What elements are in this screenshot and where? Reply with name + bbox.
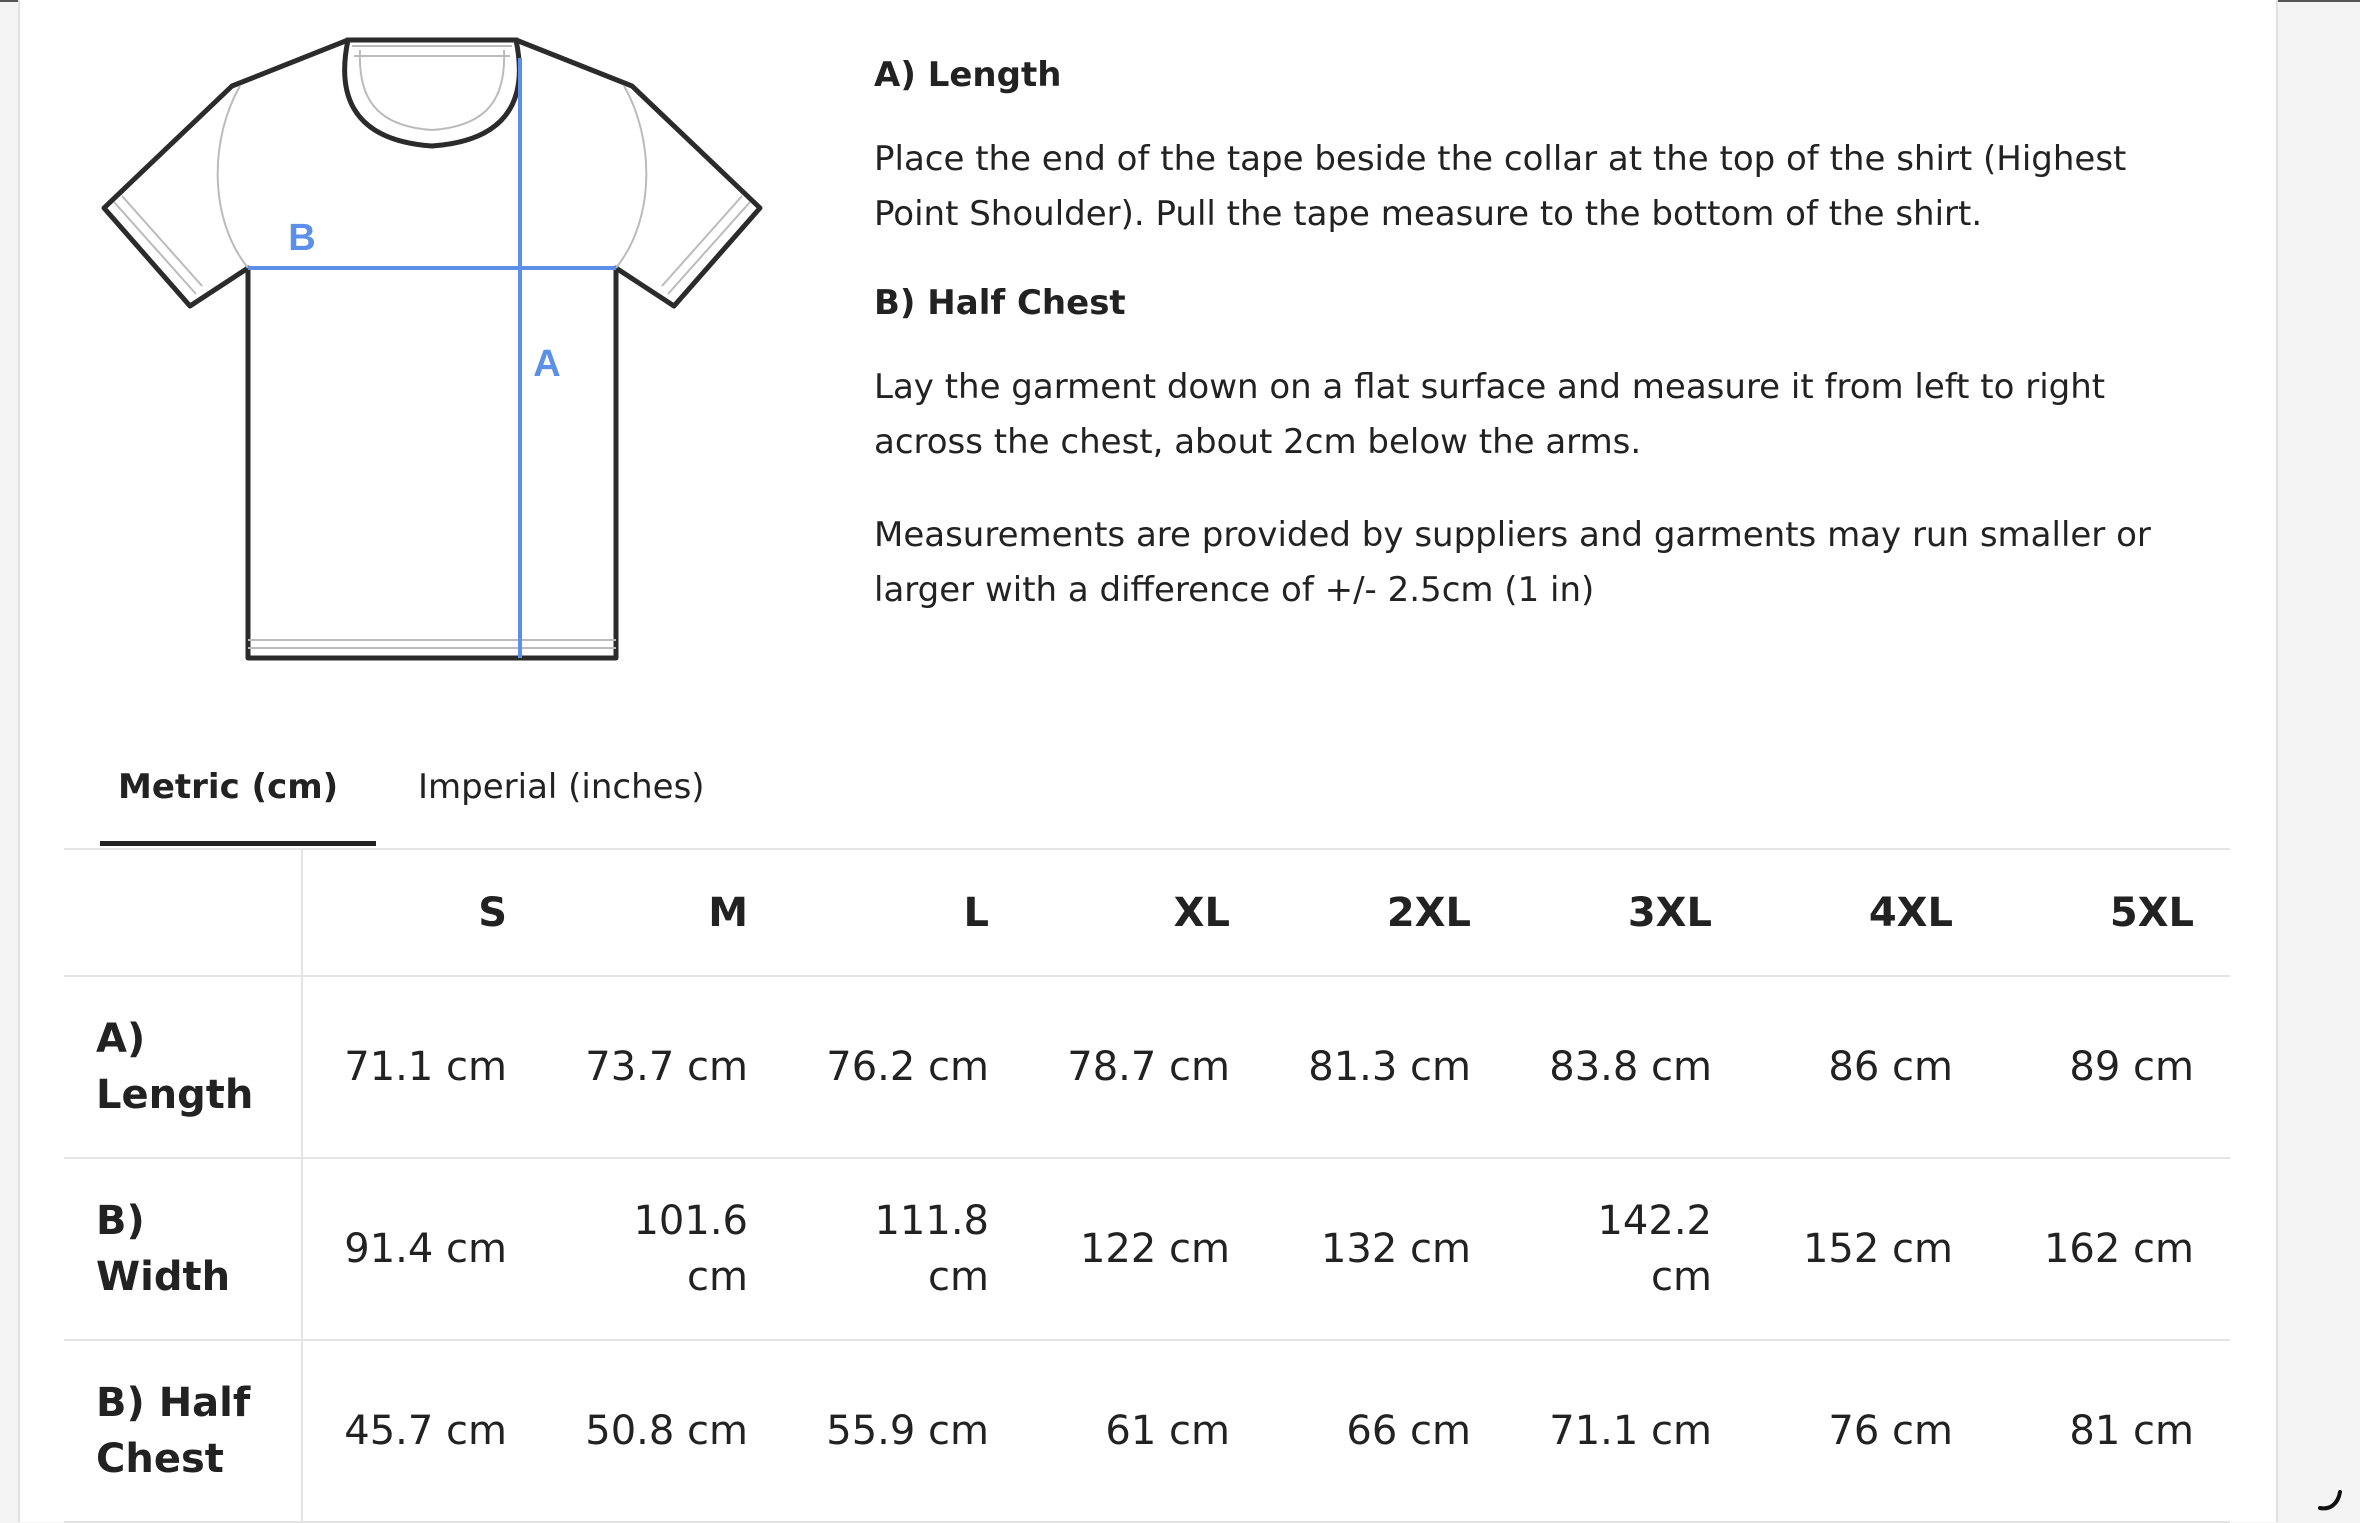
table-row bbox=[64, 1340, 2230, 1522]
table-row bbox=[64, 1158, 2230, 1340]
table-cell: 76 cm bbox=[1748, 1340, 1989, 1522]
label-b: B bbox=[288, 217, 316, 259]
size-header: 5XL bbox=[1989, 849, 2230, 976]
chest-heading: B) Half Chest bbox=[874, 283, 1126, 323]
table-cell: 61 cm bbox=[1025, 1340, 1266, 1522]
table-cell: 45.7 cm bbox=[302, 1340, 543, 1522]
table-cell bbox=[784, 1158, 1025, 1340]
table-cell: 50.8 cm bbox=[543, 1340, 784, 1522]
table-cell: 162 cm bbox=[1989, 1158, 2230, 1340]
table-cell bbox=[543, 1158, 784, 1340]
size-header: L bbox=[784, 849, 1025, 976]
table-corner-cell bbox=[64, 849, 302, 976]
table-cell bbox=[1507, 1158, 1748, 1340]
table-cell: 76.2 cm bbox=[784, 976, 1025, 1158]
resize-handle-icon[interactable] bbox=[2316, 1484, 2346, 1514]
active-tab-indicator bbox=[100, 841, 376, 846]
table-cell: 73.7 cm bbox=[543, 976, 784, 1158]
size-header: 2XL bbox=[1266, 849, 1507, 976]
row-label: B) Half Chest bbox=[64, 1340, 302, 1522]
size-header: 4XL bbox=[1748, 849, 1989, 976]
length-instructions: Place the end of the tape beside the collar at the top of the shirt (Highest Point Shoulder). Pull the tape measure to the bottom of the shirt. bbox=[874, 139, 2127, 234]
table-cell-value: 111.8 cm bbox=[874, 1198, 989, 1300]
table-cell: 83.8 cm bbox=[1507, 976, 1748, 1158]
label-a: A bbox=[533, 343, 561, 385]
size-header: M bbox=[543, 849, 784, 976]
table-cell: 66 cm bbox=[1266, 1340, 1507, 1522]
size-header: S bbox=[302, 849, 543, 976]
table-cell: 86 cm bbox=[1748, 976, 1989, 1158]
chest-instructions: Lay the garment down on a flat surface and measure it from left to right across the chest, about 2cm below the arms. bbox=[874, 367, 2106, 462]
tab-metric[interactable]: Metric (cm) bbox=[118, 767, 339, 807]
tab-imperial[interactable]: Imperial (inches) bbox=[418, 767, 705, 807]
table-row bbox=[64, 976, 2230, 1158]
tshirt-measurement-diagram bbox=[90, 28, 780, 678]
size-table bbox=[64, 848, 2230, 1523]
row-label: A) Length bbox=[64, 976, 302, 1158]
table-cell: 89 cm bbox=[1989, 976, 2230, 1158]
table-cell: 81.3 cm bbox=[1266, 976, 1507, 1158]
table-cell: 71.1 cm bbox=[1507, 1340, 1748, 1522]
table-cell: 55.9 cm bbox=[784, 1340, 1025, 1522]
table-cell: 78.7 cm bbox=[1025, 976, 1266, 1158]
table-cell: 81 cm bbox=[1989, 1340, 2230, 1522]
table-header-row bbox=[64, 849, 2230, 976]
table-cell-value: 101.6 cm bbox=[633, 1198, 748, 1300]
table-cell: 91.4 cm bbox=[302, 1158, 543, 1340]
length-heading: A) Length bbox=[874, 55, 1062, 95]
row-label: B) Width bbox=[64, 1158, 302, 1340]
measurement-instructions bbox=[874, 52, 2214, 656]
table-cell-value: 142.2 cm bbox=[1597, 1198, 1712, 1300]
table-cell: 122 cm bbox=[1025, 1158, 1266, 1340]
unit-tabs bbox=[84, 752, 784, 848]
size-header: XL bbox=[1025, 849, 1266, 976]
table-cell: 132 cm bbox=[1266, 1158, 1507, 1340]
size-table-container bbox=[64, 848, 2230, 1522]
table-cell: 71.1 cm bbox=[302, 976, 543, 1158]
measurement-note: Measurements are provided by suppliers and garments may run smaller or larger with a difference of +/- 2.5cm (1 in) bbox=[874, 515, 2151, 610]
tshirt-outline-icon bbox=[104, 40, 760, 658]
table-cell: 152 cm bbox=[1748, 1158, 1989, 1340]
size-header: 3XL bbox=[1507, 849, 1748, 976]
